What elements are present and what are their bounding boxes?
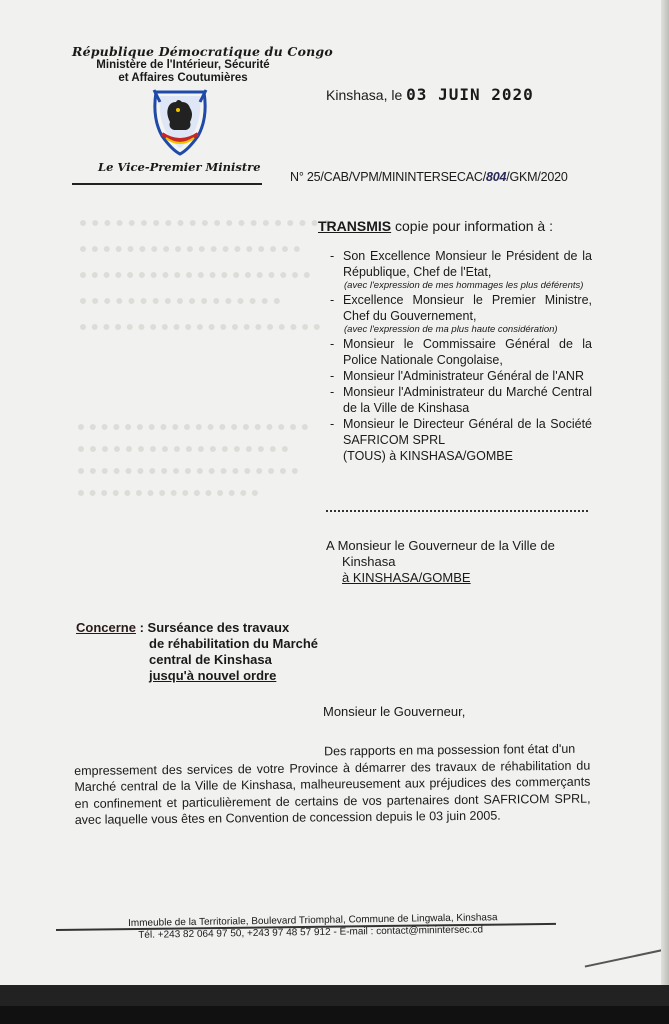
letterhead-country: République Démocratique du Congo: [72, 44, 333, 59]
recipient-item: - Monsieur le Commissaire Général de la Police Nationale Congolaise,: [330, 336, 592, 368]
page-edge-shadow: [585, 947, 669, 985]
addressee-line-1: A Monsieur le Gouverneur de la Ville de: [326, 538, 555, 553]
show-through-text: [80, 200, 330, 360]
subject-line-1: : Surséance des travaux: [139, 620, 290, 635]
letterhead-underline: [72, 183, 262, 185]
subject-label: Concerne: [76, 620, 136, 635]
date-stamp: 03 JUIN 2020: [406, 85, 534, 104]
recipients-tail: (TOUS) à KINSHASA/GOMBE: [343, 449, 513, 463]
body-first-line: Des rapports en ma possession font état d'un: [323, 741, 576, 759]
subject-line-2: de réhabilitation du Marché: [149, 636, 319, 651]
recipient-item: - Excellence Monsieur le Premier Ministre, Chef du Gouvernement,: [330, 292, 592, 324]
transmis-text: copie pour information à :: [395, 218, 553, 234]
transmis-label: TRANSMIS: [318, 218, 392, 234]
place-and-date: [326, 85, 534, 104]
body-paragraph: empressement des services de votre Province à démarrer des travaux de réhabilitation du Marché central de la Ville de Kinshasa, malheureusement aux préjudices des commerçants en confinement et particulièrement de certains de vos partenaires dont SAFRICOM SPRL, avec laquelle vous êtes en Convention de concession depuis le 03 juin 2005.: [74, 758, 591, 827]
recipient-item: - Monsieur l'Administrateur du Marché Central de la Ville de Kinshasa: [330, 384, 592, 416]
letterhead-ministry: [78, 59, 288, 85]
recipient-item: - Monsieur l'Administrateur Général de l'ANR: [330, 368, 592, 384]
page-right-edge: [661, 0, 669, 985]
reference-number: [290, 170, 568, 184]
coat-of-arms-emblem: [148, 88, 212, 156]
recipient-item: - Son Excellence Monsieur le Président de la République, Chef de l'Etat,: [330, 248, 592, 280]
subject-line-3: central de Kinshasa: [149, 652, 272, 667]
reference-prefix: N° 25/CAB/VPM/MININTERSECAC/: [290, 170, 486, 184]
show-through-text: [78, 410, 308, 530]
subject-line-4: jusqu'à nouvel ordre: [149, 668, 277, 683]
dotted-separator: [326, 510, 588, 512]
photo-bottom-edge: [0, 1006, 669, 1024]
recipient-item: - Monsieur le Directeur Général de la Société SAFRICOM SPRL: [330, 416, 592, 448]
ministry-line-1: Ministère de l'Intérieur, Sécurité: [96, 59, 270, 71]
reference-handwritten-number: 804: [485, 170, 507, 184]
recipient-note: (avec l'expression de mes hommages les plus déférents): [344, 280, 584, 291]
letter-body: [74, 741, 591, 829]
addressee-line-3: à KINSHASA/GOMBE: [342, 570, 471, 585]
place-label: Kinshasa, le: [326, 87, 403, 103]
addressee-line-2: Kinshasa: [342, 554, 396, 569]
subject-block: [76, 620, 318, 684]
footer-address: [128, 911, 568, 942]
addressee-block: [326, 538, 566, 586]
transmis-heading: [318, 218, 553, 234]
ministry-line-2: et Affaires Coutumières: [118, 72, 248, 84]
reference-suffix: /GKM/2020: [506, 170, 568, 184]
recipient-note: (avec l'expression de ma plus haute considération): [344, 324, 558, 335]
letterhead-office: Le Vice-Premier Ministre: [98, 160, 261, 174]
footer-line-2: Tél. +243 82 064 97 50, +243 97 48 57 912 - E-mail : contact@minintersec.cd: [138, 924, 484, 941]
footer-line-1: Immeuble de la Territoriale, Boulevard Triomphal, Commune de Lingwala, Kinshasa: [128, 912, 498, 929]
recipient-list: [330, 248, 592, 464]
greeting: Monsieur le Gouverneur,: [323, 704, 466, 719]
